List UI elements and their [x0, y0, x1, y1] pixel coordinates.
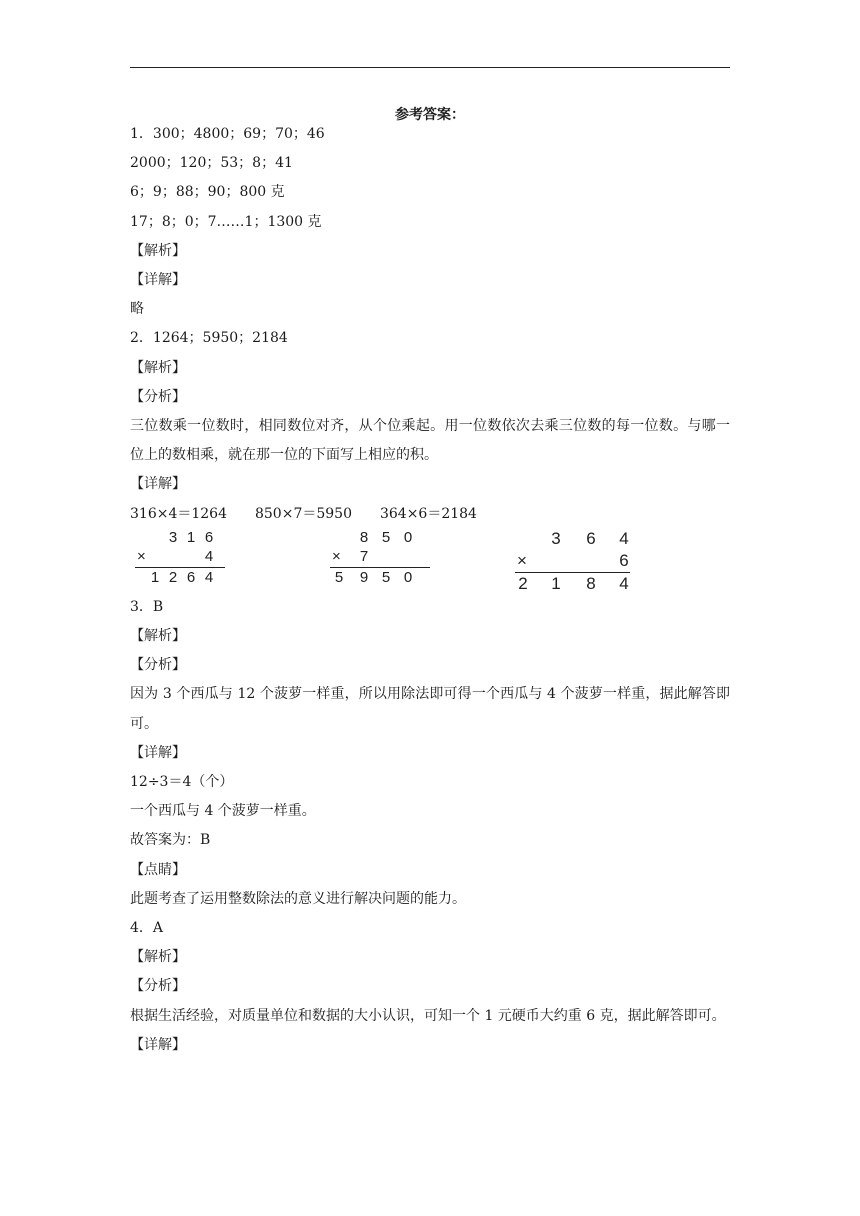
q4-tag-fenxi: 【分析】	[130, 978, 186, 995]
mul1-result-digit: 4	[204, 568, 214, 586]
q3-analysis: 因为 3 个西瓜与 12 个菠萝一样重，所以用除法即可得一个西瓜与 4 个菠萝一样重，据此解答即可。	[130, 686, 730, 732]
q3-tag-fenxi: 【分析】	[130, 657, 186, 674]
mul3-top-digit: 6	[586, 528, 596, 548]
q4-answer: 4．A	[130, 920, 164, 937]
mul3-result-digit: 1	[551, 573, 561, 593]
mul3-top-digit: 4	[619, 528, 629, 548]
mul2-top-digit: 8	[359, 528, 369, 546]
q1-tag-jiexi: 【解析】	[130, 242, 186, 259]
q4-analysis: 根据生活经验，对质量单位和数据的大小认识，可知一个 1 元硬币大约重 6 克，据此解答即可。	[130, 1007, 726, 1024]
mul1-multiplier: 4	[204, 547, 214, 565]
q4-tag-jiexi: 【解析】	[130, 949, 186, 966]
mul3-result-digit: 8	[586, 573, 596, 593]
mul3-result-digit: 2	[518, 573, 528, 593]
q1-line-1: 1．300；4800；69；70；46	[130, 126, 325, 142]
q2-tag-jiexi: 【解析】	[130, 359, 186, 376]
mul2-top-digit: 5	[381, 528, 391, 546]
q1-line-3: 6；9；88；90；800 克	[130, 184, 285, 201]
mul2-rule	[330, 567, 430, 568]
mul2-result-digit: 5	[334, 568, 344, 586]
q2-analysis: 三位数乘一位数时，相同数位对齐，从个位乘起。用一位数依次去乘三位数的每一位数。与哪一位上的数相乘，就在那一位的下面写上相应的积。	[130, 418, 730, 464]
header-rule	[130, 67, 730, 68]
mul3-multiplier: 6	[619, 550, 629, 570]
answer-content	[130, 120, 730, 1060]
mul1-top-digit: 6	[204, 528, 214, 546]
q3-calc: 12÷3＝4（个）	[130, 774, 234, 791]
mul3-top-digit: 3	[551, 528, 561, 548]
q3-answer: 3．B	[130, 598, 164, 615]
mul1-result-digit: 2	[168, 568, 178, 586]
q1-line-2: 2000；120；53；8；41	[130, 155, 293, 172]
mul3-rule	[515, 572, 630, 573]
mul2-result-digit: 0	[403, 568, 413, 586]
q2-answer: 2．1264；5950；2184	[130, 330, 288, 347]
mul2-multiplier: 7	[359, 547, 369, 565]
q1-line-4: 17；8；0；7……1；1300 克	[130, 213, 322, 230]
mul2-top-digit: 0	[403, 528, 413, 546]
mul1-top-digit: 3	[168, 528, 178, 546]
q4-tag-xiangjie: 【详解】	[130, 1036, 186, 1053]
q3-tag-jiexi: 【解析】	[130, 628, 186, 645]
mul1-result-digit: 6	[186, 568, 196, 586]
q2-tag-fenxi: 【分析】	[130, 388, 186, 405]
multiply-sign: ×	[332, 547, 341, 565]
mul2-result-digit: 5	[381, 568, 391, 586]
multiply-sign: ×	[137, 547, 146, 565]
q2-tag-xiangjie: 【详解】	[130, 476, 186, 493]
mul2-result-digit: 9	[359, 568, 369, 586]
q3-result: 一个西瓜与 4 个菠萝一样重。	[130, 803, 316, 820]
multiply-sign: ×	[517, 550, 527, 570]
mul3-result-digit: 4	[619, 573, 629, 593]
q2-equations: 316×4＝1264 850×7＝5950 364×6＝2184	[130, 505, 477, 522]
mul1-rule	[135, 567, 225, 568]
q3-tag-dianjing: 【点睛】	[130, 861, 186, 878]
mul1-result-digit: 1	[150, 568, 160, 586]
page-title: 参考答案：	[395, 107, 465, 123]
q3-conclusion: 故答案为：B	[130, 832, 211, 849]
q1-tag-xiangjie: 【详解】	[130, 272, 186, 289]
q3-comment: 此题考查了运用整数除法的意义进行解决问题的能力。	[130, 890, 466, 907]
vertical-multiplication-row	[130, 529, 730, 593]
mul1-top-digit: 1	[186, 528, 196, 546]
q3-tag-xiangjie: 【详解】	[130, 744, 186, 761]
q1-detail: 略	[130, 301, 144, 318]
